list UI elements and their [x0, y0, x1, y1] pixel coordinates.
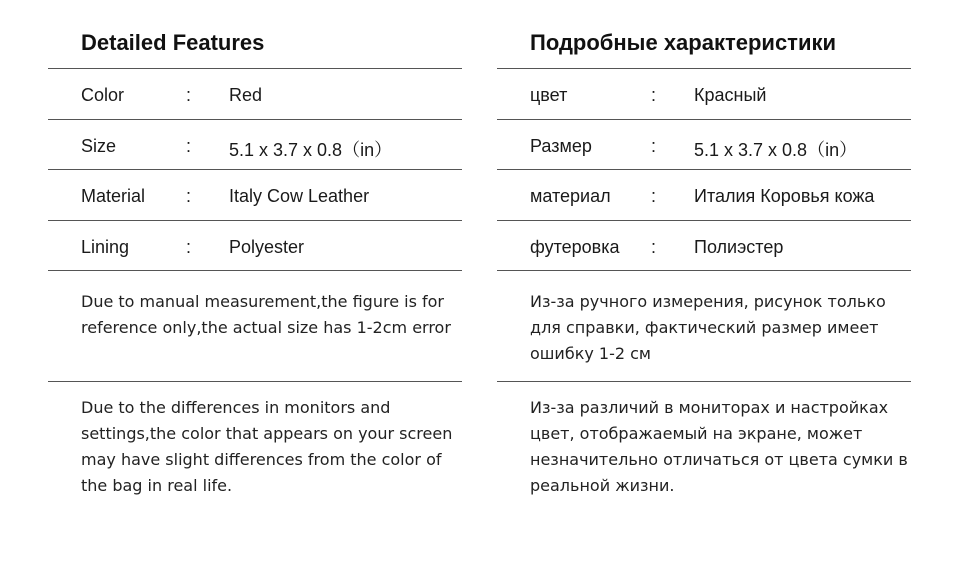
- spec-colon: :: [651, 186, 657, 206]
- spec-label: Size: [81, 136, 117, 156]
- spec-colon: :: [186, 85, 192, 105]
- spec-row-size: [497, 120, 911, 170]
- spec-value: Красный: [694, 85, 767, 105]
- spec-label: Размер: [530, 136, 592, 156]
- divider: [497, 381, 911, 382]
- panel-title: Подробные характеристики: [530, 30, 837, 55]
- spec-label: Material: [81, 186, 146, 206]
- spec-value: Италия Коровья кожа: [694, 186, 875, 206]
- spec-row-material: [48, 170, 462, 220]
- panel-title: Detailed Features: [81, 30, 265, 55]
- divider: [497, 270, 911, 271]
- measurement-note: Due to manual measurement,the figure is for reference only,the actual size has 1-2cm error: [81, 292, 451, 337]
- spec-value: Polyester: [229, 237, 305, 257]
- spec-value: Полиэстер: [694, 237, 784, 257]
- spec-label: цвет: [530, 85, 568, 105]
- spec-label: футеровка: [530, 237, 620, 257]
- spec-label: Lining: [81, 237, 130, 257]
- divider: [48, 270, 462, 271]
- measurement-note: Из-за ручного измерения, рисунок только для справки, фактический размер имеет ошибку 1-2 см: [530, 292, 886, 363]
- spec-colon: :: [651, 237, 657, 257]
- spec-colon: :: [186, 237, 192, 257]
- spec-row-color: [497, 69, 911, 119]
- spec-row-size: [48, 120, 462, 170]
- divider: [48, 381, 462, 382]
- spec-colon: :: [186, 186, 192, 206]
- spec-row-material: [497, 170, 911, 220]
- spec-colon: :: [186, 136, 192, 156]
- color-note: Due to the differences in monitors and settings,the color that appears on your screen may have slight differences from the color of the bag in real life.: [81, 398, 453, 495]
- spec-label: Color: [81, 85, 125, 105]
- spec-colon: :: [651, 85, 657, 105]
- spec-row-lining: [48, 221, 462, 271]
- spec-value: 5.1 x 3.7 x 0.8（in）: [694, 140, 858, 160]
- spec-label: материал: [530, 186, 611, 206]
- spec-row-color: [48, 69, 462, 119]
- spec-value: Red: [229, 85, 263, 105]
- spec-row-lining: [497, 221, 911, 271]
- spec-value: 5.1 x 3.7 x 0.8（in）: [229, 140, 393, 160]
- spec-value: Italy Cow Leather: [229, 186, 370, 206]
- spec-colon: :: [651, 136, 657, 156]
- color-note: Из-за различий в мониторах и настройках цвет, отображаемый на экране, может незначительно отличаться от цвета сумки в реальной жизни.: [530, 398, 908, 495]
